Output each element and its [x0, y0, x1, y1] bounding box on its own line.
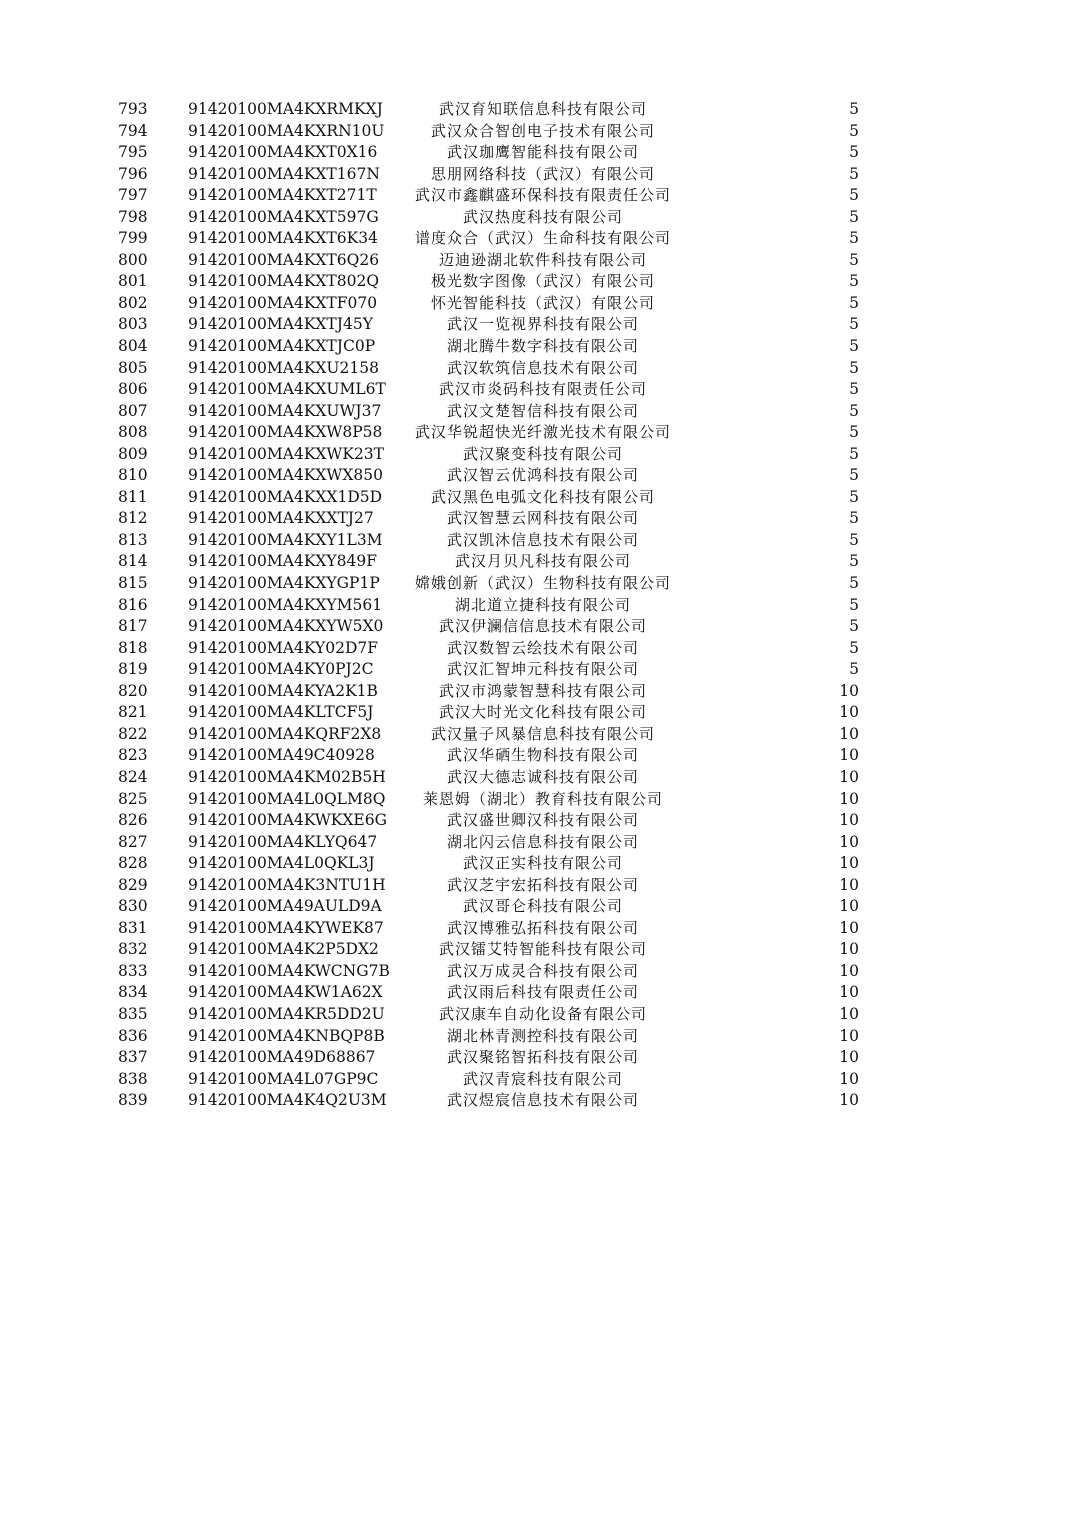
credit-code: 91420100MA4KM02B5H: [188, 767, 386, 786]
row-number: 805: [118, 358, 148, 377]
credit-code: 91420100MA4KWCNG7B: [188, 961, 390, 980]
score-value: 5: [849, 358, 859, 377]
company-name: 武汉万成灵合科技有限公司: [446, 961, 640, 980]
score-value: 10: [839, 724, 859, 743]
score-value: 10: [839, 789, 859, 808]
company-table: [0, 99, 1080, 1112]
company-name: 武汉盛世卿汉科技有限公司: [446, 811, 640, 830]
credit-code: 91420100MA4KXRMKXJ: [188, 100, 383, 118]
score-value: 10: [839, 1026, 859, 1045]
row-number: 818: [118, 638, 148, 657]
credit-code: 91420100MA4K3NTU1H: [188, 875, 386, 894]
score-value: 10: [839, 1091, 859, 1110]
score-value: 5: [849, 552, 859, 571]
row-number: 807: [118, 401, 148, 420]
row-number: 820: [118, 681, 148, 700]
table-row: [0, 939, 1080, 961]
credit-code: 91420100MA4K4Q2U3M: [188, 1091, 387, 1110]
company-name: 湖北道立捷科技有限公司: [454, 595, 632, 614]
credit-code: 91420100MA4KXYM561: [188, 595, 383, 614]
table-row: [0, 422, 1080, 444]
company-name: 武汉华硒生物科技有限公司: [446, 746, 640, 765]
table-row: [0, 530, 1080, 552]
table-row: [0, 616, 1080, 638]
row-number: 809: [118, 444, 148, 463]
table-row: [0, 573, 1080, 595]
row-number: 828: [118, 854, 148, 873]
row-number: 822: [118, 724, 148, 743]
company-name: 武汉凯沐信息技术有限公司: [446, 530, 640, 549]
credit-code: 91420100MA4KXW8P58: [188, 423, 383, 442]
score-value: 10: [839, 897, 859, 916]
company-name: 极光数字图像（武汉）有限公司: [430, 272, 656, 291]
row-number: 799: [118, 229, 148, 248]
company-name: 武汉智云优鸿科技有限公司: [446, 466, 640, 485]
table-row: [0, 724, 1080, 746]
credit-code: 91420100MA4KXT597G: [188, 207, 379, 226]
score-value: 5: [849, 315, 859, 334]
company-name: 武汉市炎码科技有限责任公司: [438, 380, 648, 399]
row-number: 839: [118, 1091, 148, 1110]
company-name: 武汉镭艾特智能科技有限公司: [438, 940, 648, 959]
row-number: 823: [118, 746, 148, 765]
credit-code: 91420100MA4KXU2158: [188, 358, 379, 377]
row-number: 814: [118, 552, 148, 571]
table-row: [0, 99, 1080, 121]
row-number: 816: [118, 595, 148, 614]
row-number: 793: [118, 100, 148, 118]
score-value: 10: [839, 961, 859, 980]
table-row: [0, 810, 1080, 832]
score-value: 10: [839, 681, 859, 700]
row-number: 826: [118, 811, 148, 830]
company-name: 武汉哥仑科技有限公司: [462, 897, 624, 916]
credit-code: 91420100MA4L0QLM8Q: [188, 789, 386, 808]
table-row: [0, 961, 1080, 983]
credit-code: 91420100MA4KXYW5X0: [188, 617, 384, 636]
credit-code: 91420100MA4KY02D7F: [188, 638, 378, 657]
company-name: 武汉一览视界科技有限公司: [446, 315, 640, 334]
credit-code: 91420100MA4KXYGP1P: [188, 574, 380, 593]
company-name: 武汉聚铭智拓科技有限公司: [446, 1048, 640, 1067]
company-name: 武汉博雅弘拓科技有限公司: [446, 918, 640, 937]
company-name: 武汉煜宸信息技术有限公司: [446, 1091, 640, 1110]
credit-code: 91420100MA4KXUML6T: [188, 380, 386, 399]
credit-code: 91420100MA4KR5DD2U: [188, 1004, 385, 1023]
row-number: 800: [118, 250, 148, 269]
score-value: 10: [839, 875, 859, 894]
company-name: 武汉华锐超快光纤激光技术有限公司: [414, 423, 672, 442]
score-value: 10: [839, 811, 859, 830]
table-row: [0, 896, 1080, 918]
credit-code: 91420100MA4KY0PJ2C: [188, 660, 374, 679]
company-name: 怀光智能科技（武汉）有限公司: [430, 293, 656, 312]
table-row: [0, 1026, 1080, 1048]
credit-code: 91420100MA4KXTJC0P: [188, 337, 376, 356]
credit-code: 91420100MA4KXUWJ37: [188, 401, 382, 420]
row-number: 813: [118, 530, 148, 549]
table-row: [0, 207, 1080, 229]
company-name: 武汉市鸿蒙智慧科技有限公司: [438, 681, 648, 700]
company-name: 武汉伊澜信信息技术有限公司: [438, 617, 648, 636]
row-number: 795: [118, 143, 148, 162]
company-name: 武汉软筑信息技术有限公司: [446, 358, 640, 377]
table-row: [0, 789, 1080, 811]
score-value: 5: [849, 207, 859, 226]
row-number: 819: [118, 660, 148, 679]
row-number: 808: [118, 423, 148, 442]
score-value: 10: [839, 703, 859, 722]
row-number: 804: [118, 337, 148, 356]
score-value: 5: [849, 617, 859, 636]
row-number: 794: [118, 121, 148, 140]
row-number: 832: [118, 940, 148, 959]
table-row: [0, 250, 1080, 272]
table-row: [0, 745, 1080, 767]
credit-code: 91420100MA4KXY1L3M: [188, 530, 383, 549]
credit-code: 91420100MA4KXWX850: [188, 466, 383, 485]
score-value: 5: [849, 595, 859, 614]
score-value: 5: [849, 423, 859, 442]
credit-code: 91420100MA4KXTF070: [188, 293, 378, 312]
score-value: 10: [839, 767, 859, 786]
company-name: 迈迪逊湖北软件科技有限公司: [438, 250, 648, 269]
score-value: 10: [839, 983, 859, 1002]
score-value: 5: [849, 164, 859, 183]
score-value: 5: [849, 250, 859, 269]
credit-code: 91420100MA4KXT6K34: [188, 229, 378, 248]
company-name: 武汉众合智创电子技术有限公司: [430, 121, 656, 140]
score-value: 10: [839, 854, 859, 873]
score-value: 5: [849, 509, 859, 528]
credit-code: 91420100MA4KYA2K1B: [188, 681, 378, 700]
score-value: 5: [849, 466, 859, 485]
company-name: 湖北闪云信息科技有限公司: [446, 832, 640, 851]
row-number: 835: [118, 1004, 148, 1023]
company-name: 莱恩姆（湖北）教育科技有限公司: [422, 789, 664, 808]
row-number: 801: [118, 272, 148, 291]
table-row: [0, 401, 1080, 423]
credit-code: 91420100MA4K2P5DX2: [188, 940, 379, 959]
score-value: 10: [839, 1069, 859, 1088]
company-name: 武汉汇智坤元科技有限公司: [446, 660, 640, 679]
company-name: 武汉聚变科技有限公司: [462, 444, 624, 463]
credit-code: 91420100MA49C40928: [188, 746, 375, 765]
credit-code: 91420100MA4KNBQP8B: [188, 1026, 385, 1045]
row-number: 830: [118, 897, 148, 916]
credit-code: 91420100MA4KLTCF5J: [188, 703, 374, 722]
row-number: 831: [118, 918, 148, 937]
credit-code: 91420100MA4KXT0X16: [188, 143, 378, 162]
company-name: 武汉热度科技有限公司: [462, 207, 624, 226]
credit-code: 91420100MA4KXT271T: [188, 186, 377, 205]
table-row: [0, 121, 1080, 143]
table-row: [0, 379, 1080, 401]
table-row: [0, 358, 1080, 380]
company-name: 武汉大时光文化科技有限公司: [438, 703, 648, 722]
table-row: [0, 1069, 1080, 1091]
company-name: 武汉青宸科技有限公司: [462, 1069, 624, 1088]
score-value: 5: [849, 293, 859, 312]
row-number: 837: [118, 1048, 148, 1067]
table-row: [0, 314, 1080, 336]
row-number: 803: [118, 315, 148, 334]
credit-code: 91420100MA4KYWEK87: [188, 918, 384, 937]
score-value: 10: [839, 832, 859, 851]
row-number: 833: [118, 961, 148, 980]
company-name: 武汉珈鹰智能科技有限公司: [446, 143, 640, 162]
company-name: 武汉大德志诚科技有限公司: [446, 767, 640, 786]
table-row: [0, 1004, 1080, 1026]
score-value: 5: [849, 100, 859, 118]
row-number: 796: [118, 164, 148, 183]
row-number: 802: [118, 293, 148, 312]
row-number: 806: [118, 380, 148, 399]
row-number: 798: [118, 207, 148, 226]
credit-code: 91420100MA4KLYQ647: [188, 832, 378, 851]
score-value: 5: [849, 530, 859, 549]
score-value: 5: [849, 186, 859, 205]
row-number: 829: [118, 875, 148, 894]
credit-code: 91420100MA4KXWK23T: [188, 444, 385, 463]
table-row: [0, 638, 1080, 660]
row-number: 815: [118, 574, 148, 593]
credit-code: 91420100MA4L07GP9C: [188, 1069, 379, 1088]
table-row: [0, 832, 1080, 854]
score-value: 10: [839, 1048, 859, 1067]
row-number: 821: [118, 703, 148, 722]
credit-code: 91420100MA4L0QKL3J: [188, 854, 375, 873]
credit-code: 91420100MA4KWKXE6G: [188, 811, 387, 830]
credit-code: 91420100MA4KQRF2X8: [188, 724, 382, 743]
company-name: 谱度众合（武汉）生命科技有限公司: [414, 229, 672, 248]
table-row: [0, 659, 1080, 681]
table-row: [0, 702, 1080, 724]
table-row: [0, 142, 1080, 164]
credit-code: 91420100MA4KXY849F: [188, 552, 378, 571]
table-row: [0, 595, 1080, 617]
table-row: [0, 853, 1080, 875]
score-value: 5: [849, 638, 859, 657]
table-row: [0, 918, 1080, 940]
table-row: [0, 336, 1080, 358]
company-name: 武汉黑色电弧文化科技有限公司: [430, 487, 656, 506]
company-name: 湖北林青测控科技有限公司: [446, 1026, 640, 1045]
row-number: 838: [118, 1069, 148, 1088]
score-value: 10: [839, 940, 859, 959]
credit-code: 91420100MA4KXX1D5D: [188, 487, 383, 506]
row-number: 811: [118, 487, 148, 506]
row-number: 825: [118, 789, 148, 808]
credit-code: 91420100MA4KXTJ45Y: [188, 315, 373, 334]
table-row: [0, 551, 1080, 573]
company-name: 武汉雨后科技有限责任公司: [446, 983, 640, 1002]
company-name: 武汉量子风暴信息科技有限公司: [430, 724, 656, 743]
table-row: [0, 185, 1080, 207]
score-value: 10: [839, 918, 859, 937]
table-row: [0, 293, 1080, 315]
company-name: 武汉芝宇宏拓科技有限公司: [446, 875, 640, 894]
company-name: 嫦娥创新（武汉）生物科技有限公司: [414, 574, 672, 593]
credit-code: 91420100MA4KXT167N: [188, 164, 380, 183]
company-name: 湖北腾牛数字科技有限公司: [446, 337, 640, 356]
score-value: 5: [849, 401, 859, 420]
credit-code: 91420100MA4KW1A62X: [188, 983, 383, 1002]
company-name: 武汉市鑫麒盛环保科技有限责任公司: [414, 186, 672, 205]
row-number: 827: [118, 832, 148, 851]
score-value: 5: [849, 444, 859, 463]
row-number: 817: [118, 617, 148, 636]
company-name: 武汉智慧云网科技有限公司: [446, 509, 640, 528]
score-value: 5: [849, 487, 859, 506]
credit-code: 91420100MA4KXT802Q: [188, 272, 380, 291]
table-row: [0, 487, 1080, 509]
score-value: 5: [849, 272, 859, 291]
table-row: [0, 508, 1080, 530]
table-row: [0, 982, 1080, 1004]
table-row: [0, 875, 1080, 897]
table-row: [0, 681, 1080, 703]
credit-code: 91420100MA49D68867: [188, 1048, 376, 1067]
table-row: [0, 228, 1080, 250]
company-name: 武汉数智云绘技术有限公司: [446, 638, 640, 657]
row-number: 834: [118, 983, 148, 1002]
row-number: 836: [118, 1026, 148, 1045]
score-value: 5: [849, 229, 859, 248]
table-row: [0, 1090, 1080, 1112]
score-value: 5: [849, 574, 859, 593]
company-name: 思朋网络科技（武汉）有限公司: [430, 164, 656, 183]
company-name: 武汉文楚智信科技有限公司: [446, 401, 640, 420]
score-value: 10: [839, 746, 859, 765]
credit-code: 91420100MA4KXT6Q26: [188, 250, 380, 269]
score-value: 5: [849, 380, 859, 399]
credit-code: 91420100MA49AULD9A: [188, 897, 382, 916]
table-row: [0, 271, 1080, 293]
company-name: 武汉育知联信息科技有限公司: [438, 100, 648, 118]
credit-code: 91420100MA4KXXTJ27: [188, 509, 374, 528]
row-number: 812: [118, 509, 148, 528]
score-value: 5: [849, 143, 859, 162]
score-value: 10: [839, 1004, 859, 1023]
table-row: [0, 767, 1080, 789]
table-row: [0, 1047, 1080, 1069]
company-name: 武汉正实科技有限公司: [462, 854, 624, 873]
row-number: 797: [118, 186, 148, 205]
credit-code: 91420100MA4KXRN10U: [188, 121, 385, 140]
table-row: [0, 164, 1080, 186]
row-number: 810: [118, 466, 148, 485]
score-value: 5: [849, 337, 859, 356]
row-number: 824: [118, 767, 148, 786]
table-row: [0, 465, 1080, 487]
company-name: 武汉康车自动化设备有限公司: [438, 1004, 648, 1023]
score-value: 5: [849, 121, 859, 140]
company-name: 武汉月贝凡科技有限公司: [454, 552, 632, 571]
table-row: [0, 444, 1080, 466]
score-value: 5: [849, 660, 859, 679]
